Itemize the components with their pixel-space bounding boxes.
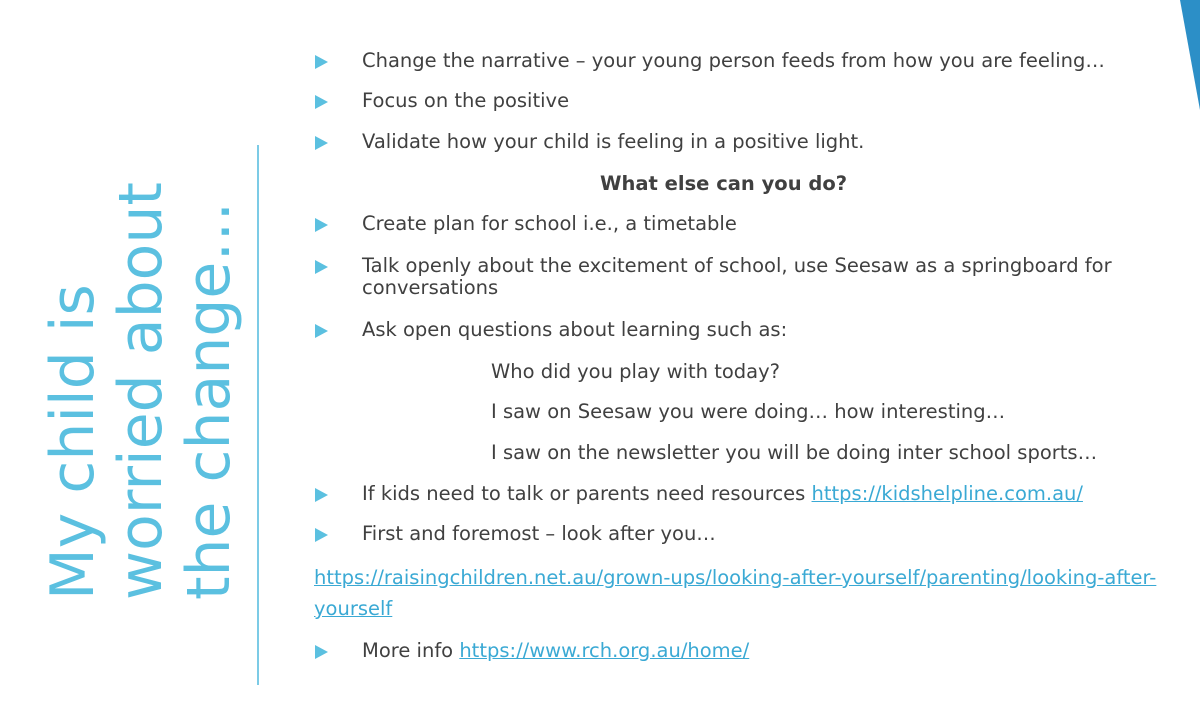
bullet-text: Create plan for school i.e., a timetable (362, 212, 737, 235)
bullet-text (362, 483, 1152, 505)
example-question: I saw on Seesaw you were doing… how interesting… (491, 400, 1006, 423)
bullet-text: Validate how your child is feeling in a positive light. (362, 130, 865, 153)
corner-accent-shape (1180, 0, 1200, 110)
title-container (28, 145, 268, 600)
kidshelpline-link[interactable]: https://kidshelpline.com.au/ (811, 482, 1083, 505)
bullet-text (362, 640, 1152, 662)
vertical-divider (257, 145, 259, 685)
bullet-text: Ask open questions about learning such as: (362, 318, 788, 341)
more-info-label: More info (362, 639, 460, 662)
example-question: Who did you play with today? (491, 360, 781, 383)
bullet-text: Talk openly about the excitement of school, use Seesaw as a springboard for conversations (362, 254, 1112, 299)
raisingchildren-link[interactable]: https://raisingchildren.net.au/grown-ups/looking-after-yourself/parenting/looking-after-yourself (314, 566, 1157, 620)
arrow-bullet-icon (315, 55, 328, 69)
arrow-bullet-icon (315, 324, 328, 338)
bullet-text: Change the narrative – your young person feeds from how you are feeling… (362, 49, 1105, 72)
arrow-bullet-icon (315, 136, 328, 150)
bullet-text: Focus on the positive (362, 89, 570, 112)
arrow-bullet-icon (315, 645, 328, 659)
bullet-text: First and foremost – look after you… (362, 522, 716, 545)
slide-title: My child is worried about the change… (38, 182, 244, 600)
example-question: I saw on the newsletter you will be doing inter school sports… (491, 441, 1098, 464)
rch-link[interactable]: https://www.rch.org.au/home/ (459, 639, 750, 662)
arrow-bullet-icon (315, 528, 328, 542)
arrow-bullet-icon (315, 260, 328, 274)
arrow-bullet-icon (315, 218, 328, 232)
section-heading: What else can you do? (600, 172, 848, 195)
arrow-bullet-icon (315, 95, 328, 109)
kidshelpline-label: If kids need to talk or parents need resources (362, 482, 812, 505)
arrow-bullet-icon (315, 488, 328, 502)
raisingchildren-link-wrap (314, 562, 1184, 624)
